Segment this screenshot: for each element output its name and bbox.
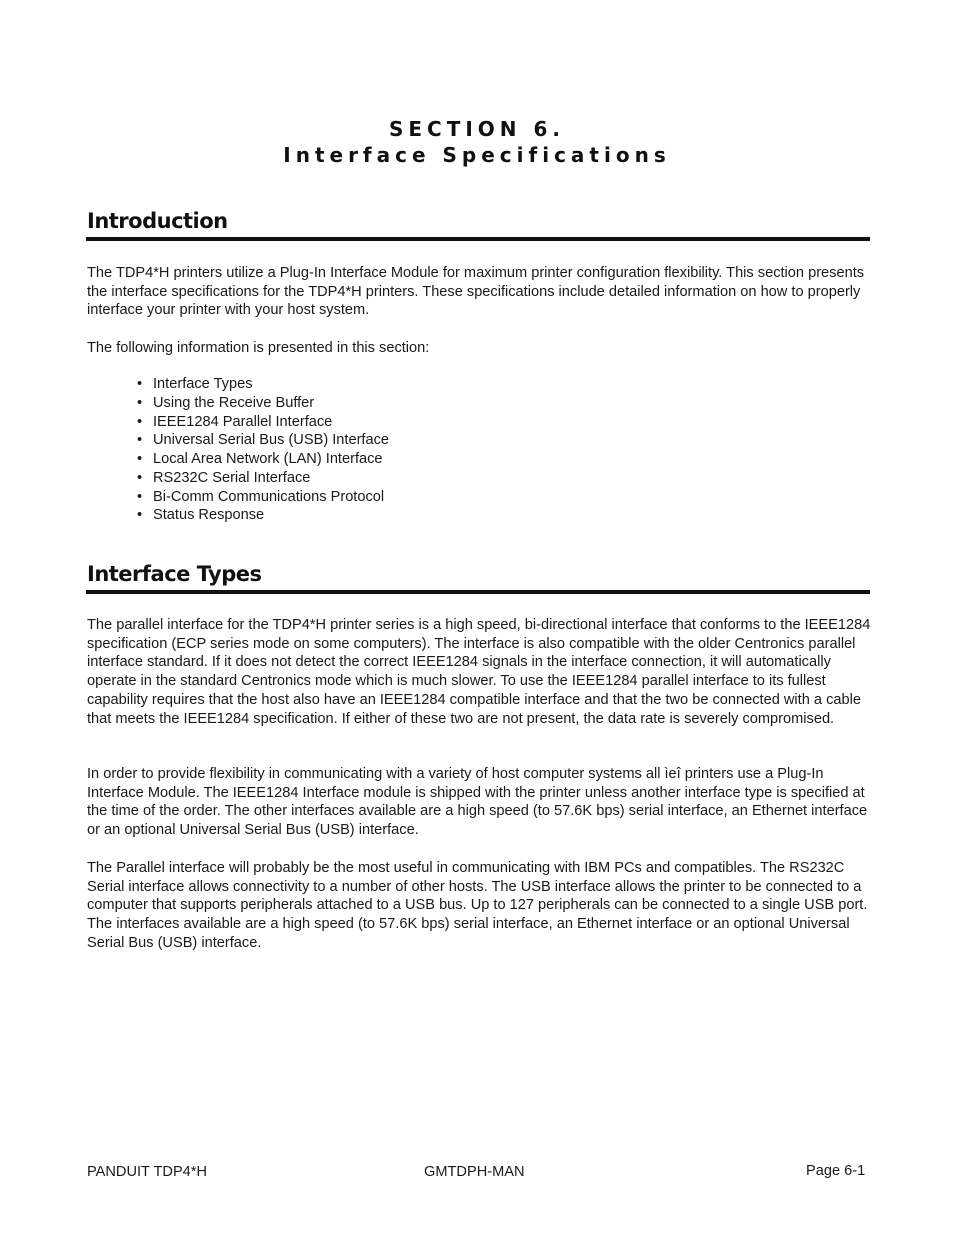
bullet-icon: • — [137, 488, 143, 505]
list-item-label: Status Response — [153, 507, 265, 524]
introduction-heading: Introduction — [87, 209, 228, 233]
bullet-icon: • — [137, 451, 143, 467]
list-item — [137, 413, 389, 432]
list-item — [137, 431, 389, 450]
list-item — [137, 469, 389, 488]
interface-types-paragraph-3: The Parallel interface will probably be the most useful in communicating with IBM PCs and compatibles. The RS232C Serial interface allows connectivity to a number of other hosts. The USB interface allows the printer to be connected to a computer that supports peripherals attached to a USB bus. Up to 127 peripherals can be connected to a single USB port. The interfaces available are a high speed (to 57.6K bps) serial interface, an Ethernet interface or an optional Universal Serial Bus (USB) interface. — [87, 860, 868, 951]
bullet-icon: • — [137, 376, 143, 392]
introduction-rule — [86, 237, 870, 241]
interface-types-paragraph-1: The parallel interface for the TDP4*H printer series is a high speed, bi-directional interface that conforms to the IEEE1284 specification (ECP series mode on some computers). The interface is also compatible with the older Centronics parallel interface standard. If it does not detect the correct IEEE1284 signals in the interface connection, it will automatically operate in the standard Centronics mode which is much slower. To use the IEEE1284 parallel interface to its fullest capability requires that the host also have an IEEE1284 compatible interface and that the two be connected with a cable that meets the IEEE1284 specification. If either of these two are not present, the data rate is severely compromised. — [87, 617, 871, 727]
bullet-icon: • — [137, 469, 143, 486]
footer-page-number: Page 6-1 — [806, 1163, 866, 1179]
list-item-label: Local Area Network (LAN) Interface — [153, 451, 383, 467]
list-item — [137, 506, 389, 525]
bullet-icon: • — [137, 432, 143, 449]
list-item-label: Using the Receive Buffer — [153, 394, 315, 411]
bullet-icon: • — [137, 394, 143, 411]
section-number-title: SECTION 6. — [388, 117, 566, 141]
list-item — [137, 488, 389, 507]
list-item — [137, 450, 389, 469]
list-item-label: Bi-Comm Communications Protocol — [153, 488, 385, 505]
list-item-label: IEEE1284 Parallel Interface — [153, 413, 333, 430]
list-item — [137, 375, 389, 394]
list-item — [137, 394, 389, 413]
bullet-icon: • — [137, 413, 143, 430]
list-item-label: Interface Types — [153, 376, 253, 392]
list-item-label: Universal Serial Bus (USB) Interface — [153, 432, 390, 449]
bullet-icon: • — [137, 507, 143, 524]
section-contents-list — [137, 375, 389, 525]
introduction-paragraph-1: The TDP4*H printers utilize a Plug-In Interface Module for maximum printer configuration flexibility. This section presents the interface specifications for the TDP4*H printers. These specifications include detailed information on how to properly interface your printer with your host system. — [87, 265, 865, 319]
interface-types-heading: Interface Types — [87, 562, 262, 586]
footer-document-code: GMTDPH-MAN — [424, 1164, 525, 1180]
introduction-paragraph-2: The following information is presented in this section: — [87, 340, 430, 356]
interface-types-paragraph-2: In order to provide flexibility in communicating with a variety of host computer systems all ìeî printers use a Plug-In Interface Module. The IEEE1284 Interface module is shipped with the printer unless another interface type is specified at the time of the order. The other interfaces available are a high speed (to 57.6K bps) serial interface, an Ethernet interface or an optional Universal Serial Bus (USB) interface. — [87, 766, 868, 839]
list-item-label: RS232C Serial Interface — [153, 469, 311, 486]
footer-product-name: PANDUIT TDP4*H — [87, 1164, 208, 1180]
interface-types-rule — [86, 590, 870, 594]
section-name-title: Interface Specifications — [283, 143, 671, 167]
